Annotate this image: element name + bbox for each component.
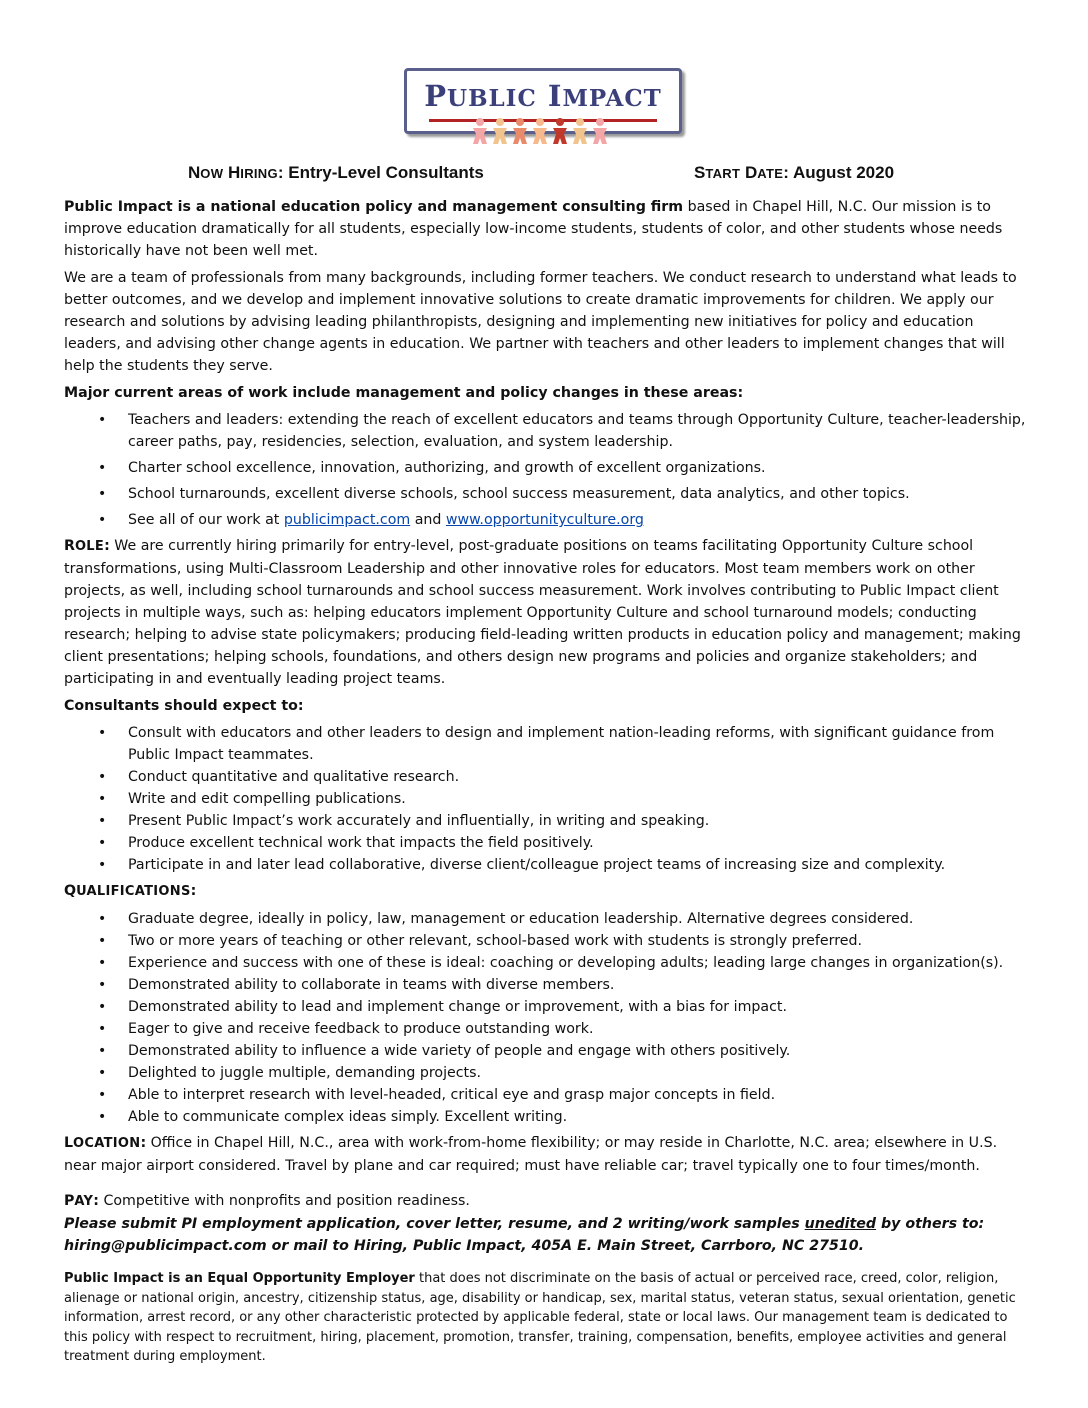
list-item: • Experience and success with one of these is ideal: coaching or developing adults; leading large changes in organization(s). [64,952,1028,974]
submit-address: hiring@publicimpact.com or mail to Hiring, Public Impact, 405A E. Main Street, Carrboro, NC 27510. [64,1238,864,1254]
pay-label: PAY: [64,1193,99,1209]
list-item: • Teachers and leaders: extending the reach of excellent educators and teams through Opportunity Culture, teacher-leadership, career paths, pay, residencies, selection, evaluation, and system leadership. [64,409,1028,453]
list-item: • Graduate degree, ideally in policy, law, management or education leadership. Alternative degrees considered. [64,908,1028,930]
posting-body [64,196,1028,1372]
children-figures-icon [470,116,614,146]
list-item: • Consult with educators and other leaders to design and implement nation-leading reforms, with significant guidance from Public Impact teammates. [64,722,1028,766]
qualifications-heading: QUALIFICATIONS: [64,883,197,899]
pay-paragraph: PAY: Competitive with nonprofits and position readiness. [64,1193,470,1209]
eeo-statement: Public Impact is an Equal Opportunity Employer that does not discriminate on the basis of actual or perceived race, creed, color, religion, alienage or national origin, ancestry, citizenship status, age, disability or handicap, sex, marital status, veteran status, sexual orientation, genetic information, arrest record, or any other characteristic protected by applicable federal, state or local laws. Our management team is dedicated to this policy with respect to recruitment, hiring, placement, promotion, transfer, training, compensation, benefits, employee activities and general treatment during employment. [64,1271,1016,1364]
submit-instructions: Please submit PI employment application, cover letter, resume, and 2 writing/work samples unedited by others to: [64,1216,985,1232]
areas-heading: Major current areas of work include management and policy changes in these areas: [64,385,744,401]
list-item: • Charter school excellence, innovation, authorizing, and growth of excellent organizations. [64,457,1028,479]
list-item: • Demonstrated ability to collaborate in teams with diverse members. [64,974,1028,996]
list-item: • Present Public Impact’s work accurately and influentially, in writing and speaking. [64,810,1028,832]
list-item: • Able to interpret research with level-headed, critical eye and grasp major concepts in field. [64,1084,1028,1106]
list-item: • Eager to give and receive feedback to produce outstanding work. [64,1018,1028,1040]
qualifications-list [64,908,1028,1128]
list-item: • Write and edit compelling publications. [64,788,1028,810]
list-item: • Produce excellent technical work that impacts the field positively. [64,832,1028,854]
areas-list [64,409,1028,531]
team-paragraph: We are a team of professionals from many backgrounds, including former teachers. We conduct research to understand what leads to better outcomes, and we develop and implement innovative solutions to create dramatic improvements for children. We apply our research and solutions by advising leading philanthropists, designing and implementing new initiatives for policy and education leaders, and advising other change agents in education. We partner with teachers and other leaders to implement changes that will help the students they serve. [64,270,1017,374]
opportunityculture-link[interactable]: www.opportunityculture.org [445,512,644,528]
list-item: • See all of our work at publicimpact.com and www.opportunityculture.org [64,509,1028,531]
expect-list [64,722,1028,876]
location-label: LOCATION: [64,1135,147,1151]
location-paragraph: LOCATION: Office in Chapel Hill, N.C., area with work-from-home flexibility; or may reside in Charlotte, N.C. area; elsewhere in U.S. near major airport considered. Travel by plane and car required; must have reliable car; travel typically one to four times/month. [64,1135,998,1174]
list-item: • School turnarounds, excellent diverse schools, school success measurement, data analytics, and other topics. [64,483,1028,505]
start-date: START DATE: August 2020 [694,163,895,182]
public-impact-logo [400,64,682,154]
expect-heading: Consultants should expect to: [64,698,304,714]
list-item: • Demonstrated ability to influence a wide variety of people and engage with others positively. [64,1040,1028,1062]
list-item: • Conduct quantitative and qualitative research. [64,766,1028,788]
intro-paragraph: Public Impact is a national education policy and management consulting firm based in Chapel Hill, N.C. Our mission is to improve education dramatically for all students, especially low-income students, students of color, and other students whose needs historically have not been well met. [64,199,1003,259]
list-item: • Able to communicate complex ideas simply. Excellent writing. [64,1106,1028,1128]
role-paragraph: ROLE: We are currently hiring primarily for entry-level, post-graduate positions on teams facilitating Opportunity Culture school transformations, using Multi-Classroom Leadership and other innovative roles for educators. Most team members work on other projects, as well, including school turnarounds and school success measurement. Work involves contributing to Public Impact client projects in multiple ways, such as: helping educators implement Opportunity Culture and school turnaround models; conducting research; helping to advise state policymakers; producing field-leading written products in education policy and management; making client presentations; helping schools, foundations, and others design new programs and policies and organize stakeholders; and participating in and eventually leading project teams. [64,538,1021,687]
job-title: NOW HIRING: Entry-Level Consultants [188,163,484,182]
list-item: • Two or more years of teaching or other relevant, school-based work with students is strongly preferred. [64,930,1028,952]
publicimpact-link[interactable]: publicimpact.com [283,512,411,528]
list-item: • Delighted to juggle multiple, demanding projects. [64,1062,1028,1084]
logo-wordmark: PUBLIC IMPACT [424,79,662,113]
list-item: • Demonstrated ability to lead and implement change or improvement, with a bias for impact. [64,996,1028,1018]
role-label: ROLE: [64,538,110,554]
list-item: • Participate in and later lead collaborative, diverse client/colleague project teams of increasing size and complexity. [64,854,1028,876]
